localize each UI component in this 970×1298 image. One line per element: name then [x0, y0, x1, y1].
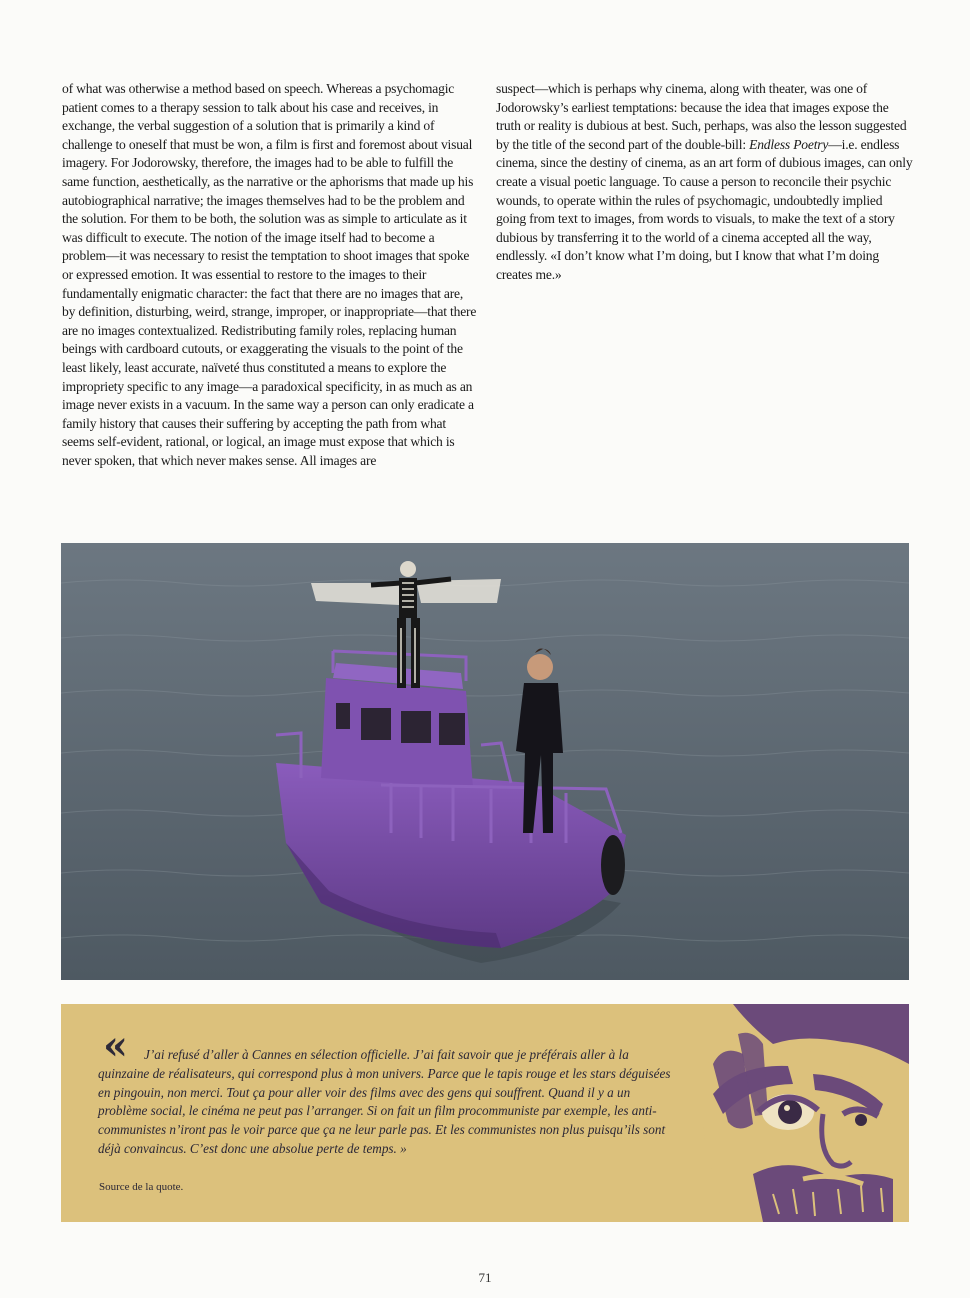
film-title: Endless Poetry [749, 136, 829, 152]
boat-photo [61, 543, 909, 980]
right-column-paragraph [496, 80, 914, 285]
quote-mark-icon: « [103, 1022, 128, 1069]
portrait-illustration [693, 1004, 909, 1222]
page-number: 71 [478, 1270, 492, 1285]
right-column-text-end: —i.e. endless cinema, since the destiny of cinema, as an art form of dubious images, can only create a visual poetic language. To cause a person to reconcile their psychic wounds, to operate within the rules of psychomagic, undoubtedly implied going from text to images, from words to visuals, to make the text of a story dubious by transferring it to the world of a cinema accepted all the way, endlessly. «I don’t know what I’m doing, but I know that what I’m doing creates me.» [496, 136, 913, 282]
right-column-text-start: suspect—which is perhaps why cinema, along with theater, was one of Jodorowsky’s earliest temptations: because the idea that images expose the truth or reality is dubious at best. Such, perhaps, was also the lesson suggested by the title of the second part of the double-bill: [496, 81, 907, 152]
right-text-column [496, 80, 914, 285]
quote-source: Source de la quote. [99, 1181, 184, 1193]
left-column-paragraph: of what was otherwise a method based on speech. Whereas a psychomagic patient comes to a therapy session to talk about his case and receives, in exchange, the verbal suggestion of a solution that is primarily a kind of challenge to oneself that must be won, a film is first and foremost about visual imagery. For Jodorowsky, therefore, the images had to be able to fulfill the same function, aesthetically, as the narrative or the aphorisms that made up his autobiographical narrative; the images themselves had to be the problem and the solution. For them to be both, the solution was as simple to articulate as it was difficult to execute. The notion of the image itself had to become a problem—it was necessary to resist the temptation to shoot images that spoke or expressed emotion. It was essential to restore to the images to their fundamentally enigmatic character: the fact that there are no images that are, by definition, disturbing, weird, strange, improper, or inappropriate—that there are no images contextualized. Redistributing family roles, replacing human beings with cardboard cutouts, or exaggerating the visuals to the point of the least likely, least accurate, naïveté thus constituted a means to explore the impropriety specific to any image—a paradoxical specificity, in as much as an image never exists in a vacuum. In the same way a person can only eradicate a family history that causes their suffering by accepting the path from what seems self-evident, rational, or logical, an image must expose that which is never spoken, that which never makes sense. All images are [62, 81, 477, 468]
pull-quote-text: J’ai refusé d’aller à Cannes en sélection officielle. J’ai fait savoir que je préférais aller à la quinzaine de réalisateurs, qui correspond plus à mon univers. Parce que le tapis rouge et les stars déguisées en pingouin, non merci. Tout ça pour aller voir des films avec des gens qui souffrent. Quand il y a un problème social, le cinéma ne peut pas l’arranger. Si on fait un film procommuniste par exemple, les anti-communistes n’iront pas le voir parce que ça ne leur parle pas. Et les communistes non plus puisqu’ils sont déjà convaincus. C’est donc une absolue perte de temps. » [98, 1047, 671, 1156]
pull-quote-box [61, 1004, 909, 1222]
boat-photo-illustration [61, 543, 909, 980]
left-text-column [62, 80, 478, 470]
